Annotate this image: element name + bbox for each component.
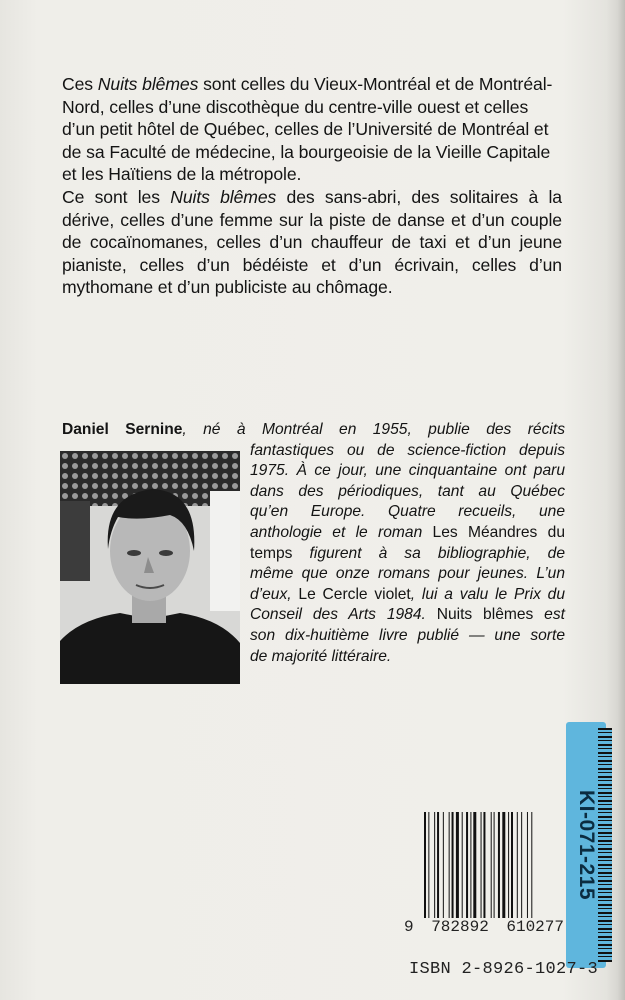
barcode-bar [449,812,450,918]
barcode-bar [483,812,485,918]
barcode-bar [456,812,459,918]
bio-line: de majorité littéraire. [250,647,392,665]
library-sticker-code: KI-071-215 [575,789,598,901]
author-name: Daniel Sernine [62,421,183,438]
barcode-bar [443,812,444,918]
title-nuits-blemes: Nuits blêmes [436,606,534,624]
barcode-bar [491,812,492,918]
barcode-bar [437,812,439,918]
barcode-digit-group: 782892 [431,918,489,936]
title-les-meandres: Les Méandres du [432,523,565,541]
barcode-bar [508,812,509,918]
bio-line: qu’en Europe. Quatre recueils, une [250,503,565,521]
bio-line: Conseil des Arts 1984. Nuits blêmes est [250,606,565,624]
title-le-cercle-violet: Le Cercle violet [298,585,411,603]
barcode-bar [462,812,463,918]
barcode-bar [521,812,522,918]
barcode-bar [494,812,495,918]
blurb [62,73,562,299]
title-nuits-blemes: Nuits blêmes [97,74,199,94]
bio-line: son dix-huitième livre publié — une sorte [250,626,565,644]
barcode-bar [470,812,471,918]
cover-edge [617,0,625,1000]
bio-line: dans des périodiques, tant au Québec [250,482,565,500]
barcode-bar [428,812,429,918]
barcode-bar [527,812,528,918]
bio-line: anthologie et le roman Les Méandres du [250,523,565,541]
bio-line: d’eux, Le Cercle violet, lui a valu le Prix du [250,585,565,603]
barcode-bar [502,812,505,918]
barcode-bar [452,812,454,918]
barcode-bar [434,812,435,918]
library-sticker-barcode [598,728,612,962]
barcode-digit-group: 610277 [506,918,564,936]
barcode-bar [466,812,468,918]
bio-line: 1975. À ce jour, une cinquantaine ont paru [250,462,565,480]
barcode-bar [424,812,426,918]
isbn-barcode [424,812,560,918]
barcode-bar [481,812,482,918]
bio-line: fantastiques ou de science-fiction depuis [250,441,565,459]
barcode-digit-group: 9 [404,918,414,936]
barcode-bar [473,812,476,918]
isbn-number: ISBN 2-8926-1027-3 [409,960,599,979]
bio-line: même que onze romans pour jeunes. L’un [250,565,565,583]
bio-line: temps figurent à sa bibliographie, de [250,544,565,562]
barcode-bar [498,812,500,918]
barcode-bar [511,812,513,918]
blurb-paragraph-1: Ces Nuits blêmes sont celles du Vieux-Montréal et de Montréal-Nord, celles d’une discothèque du centre-ville ouest et celles d’un petit hôtel de Québec, celles de l’Université de Montréal et de sa Faculté de médecine, la bourgeoisie de la Vieille Capitale et les Haïtiens de la métropole. [62,74,553,185]
title-nuits-blemes: Nuits blêmes [170,186,277,207]
barcode-bar [517,812,518,918]
barcode-digits [404,918,564,936]
barcode-bar [531,812,532,918]
blurb-paragraph-2: Ce sont les Nuits blêmes des sans-abri, des solitaires à la dérive, celles d’une femme sur la piste de danse et d’un couple de cocaïnomanes, celles d’un chauffeur de taxi et d’un jeune pianiste, celles d’un bédéiste et d’un écrivain, celles d’un mythomane et d’un publiciste au chômage. [62,186,562,298]
author-bio [62,420,565,667]
bio-line: Daniel Sernine, né à Montréal en 1955, publie des récits [62,421,565,438]
